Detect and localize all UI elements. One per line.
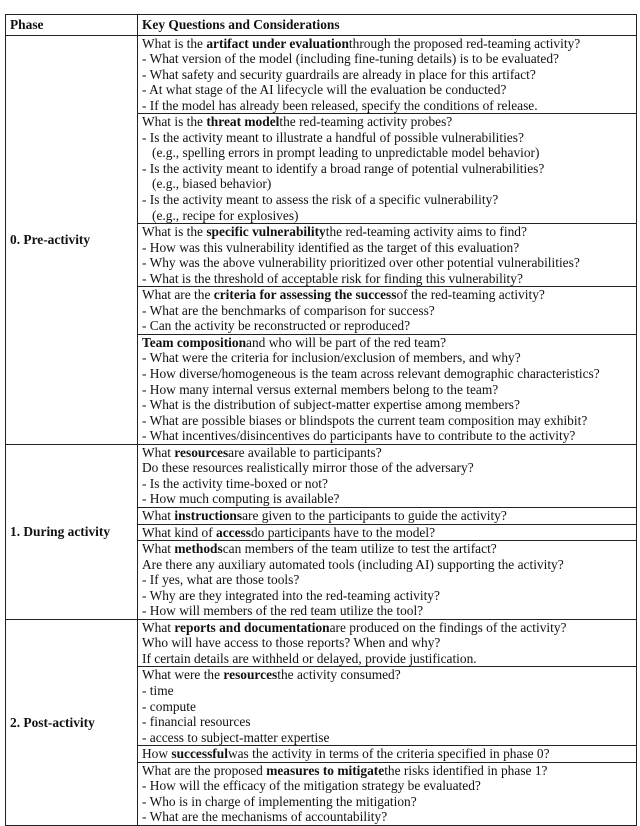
question-text: the red-teaming activity aims to find? <box>325 224 527 240</box>
question-group <box>138 524 637 541</box>
sub-question: (e.g., spelling errors in prompt leading to unpredictable model behavior) <box>152 145 540 161</box>
lead-question <box>142 763 632 779</box>
key-term: successful <box>171 746 228 762</box>
sub-question: - What safety and security guardrails are already in place for this artifact? <box>142 66 536 82</box>
question-text: What kind of <box>142 524 217 540</box>
key-term: methods <box>174 541 223 557</box>
lead-question <box>142 335 632 351</box>
sub-question: - How was this vulnerability identified as the target of this evaluation? <box>142 239 520 255</box>
question-text: How <box>142 746 172 762</box>
sub-question: - Is the activity meant to assess the risk of a specific vulnerability? <box>142 192 499 208</box>
question-group <box>138 35 637 114</box>
sub-question: Who will have access to those reports? When and why? <box>142 635 441 651</box>
phase-label: 2. Post-activity <box>6 619 138 825</box>
sub-question: - What incentives/disincentives do participants have to contribute to the activity? <box>142 428 576 444</box>
table-row <box>6 619 637 667</box>
sub-question: - How many internal versus external members belong to the team? <box>142 381 499 397</box>
question-text: of the red-teaming activity? <box>396 287 545 303</box>
question-group <box>138 287 637 335</box>
question-text: What <box>142 444 175 460</box>
question-text: are given to the participants to guide the activity? <box>242 507 507 523</box>
question-text: What were the <box>142 667 224 683</box>
questions-header: Key Questions and Considerations <box>138 15 637 36</box>
lead-question <box>142 287 632 303</box>
question-group <box>138 762 637 825</box>
question-group <box>138 541 637 620</box>
lead-question <box>142 36 632 52</box>
lead-question <box>142 525 632 541</box>
lead-question <box>142 224 632 240</box>
phase-label: 0. Pre-activity <box>6 35 138 444</box>
question-text: are available to participants? <box>228 444 382 460</box>
sub-question: - What are the benchmarks of comparison for success? <box>142 302 435 318</box>
key-term: specific vulnerability <box>206 224 326 240</box>
sub-question: - compute <box>142 698 196 714</box>
key-term: criteria for assessing the success <box>213 287 397 303</box>
key-term: measures to mitigate <box>266 762 385 778</box>
question-text: What is the <box>142 224 207 240</box>
lead-question <box>142 114 632 130</box>
key-term: access <box>216 524 251 540</box>
key-term: instructions <box>174 507 243 523</box>
question-text: can members of the team utilize to test the artifact? <box>222 541 497 557</box>
sub-question: - Why was the above vulnerability prioritized over other potential vulnerabilities? <box>142 255 580 271</box>
question-group <box>138 746 637 763</box>
key-term: threat model <box>206 114 280 130</box>
sub-question: - At what stage of the AI lifecycle will the evaluation be conducted? <box>142 82 507 98</box>
sub-question: - What were the criteria for inclusion/exclusion of members, and why? <box>142 350 521 366</box>
sub-question: - How will members of the red team utilize the tool? <box>142 603 424 619</box>
question-group <box>138 334 637 444</box>
key-term: reports and documentation <box>174 619 330 635</box>
key-term: resources <box>223 667 278 683</box>
sub-question: - How will the efficacy of the mitigation strategy be evaluated? <box>142 778 481 794</box>
sub-question: - Why are they integrated into the red-teaming activity? <box>142 587 440 603</box>
question-text: through the proposed red-teaming activity? <box>348 35 581 51</box>
question-text: What <box>142 507 175 523</box>
question-text: What <box>142 541 175 557</box>
lead-question <box>142 541 632 557</box>
question-group <box>138 619 637 667</box>
question-text: What is the <box>142 35 207 51</box>
question-group <box>138 224 637 287</box>
lead-question <box>142 445 632 461</box>
question-text: the red-teaming activity probes? <box>279 114 453 130</box>
sub-question: - What is the threshold of acceptable risk for finding this vulnerability? <box>142 270 523 286</box>
sub-question: Do these resources realistically mirror those of the adversary? <box>142 460 474 476</box>
key-term: resources <box>174 444 229 460</box>
lead-question <box>142 746 632 762</box>
question-text: What is the <box>142 114 207 130</box>
sub-question: - Is the activity meant to identify a broad range of potential vulnerabilities? <box>142 160 545 176</box>
question-group <box>138 444 637 507</box>
question-text: are produced on the findings of the activity? <box>329 619 567 635</box>
sub-question: - If yes, what are those tools? <box>142 572 300 588</box>
header-row <box>6 15 637 36</box>
key-term: Team composition <box>142 334 247 350</box>
question-text: What are the proposed <box>142 762 267 778</box>
phase-label: 1. During activity <box>6 444 138 619</box>
sub-question: (e.g., biased behavior) <box>152 176 272 192</box>
sub-question: - What are the mechanisms of accountability? <box>142 809 388 825</box>
lead-question <box>142 508 632 524</box>
sub-question: - How much computing is available? <box>142 491 340 507</box>
lead-question <box>142 667 632 683</box>
table-row <box>6 444 637 507</box>
sub-question: - Can the activity be reconstructed or reproduced? <box>142 318 411 334</box>
sub-question: - Is the activity time-boxed or not? <box>142 475 328 491</box>
question-text: the risks identified in phase 1? <box>384 762 548 778</box>
question-text: do participants have to the model? <box>250 524 436 540</box>
sub-question: - What are possible biases or blindspots the current team composition may exhibit? <box>142 412 588 428</box>
sub-question: If certain details are withheld or delayed, provide justification. <box>142 650 477 666</box>
question-text: What <box>142 619 175 635</box>
sub-question: - If the model has already been released, specify the conditions of release. <box>142 97 538 113</box>
sub-question: - financial resources <box>142 714 251 730</box>
question-group <box>138 114 637 224</box>
question-text: and who will be part of the red team? <box>246 334 447 350</box>
sub-question: - time <box>142 682 174 698</box>
red-teaming-questions-table <box>5 14 637 826</box>
sub-question: - access to subject-matter expertise <box>142 729 330 745</box>
sub-question: - How diverse/homogeneous is the team across relevant demographic characteristics? <box>142 366 600 382</box>
sub-question: - Is the activity meant to illustrate a handful of possible vulnerabilities? <box>142 129 524 145</box>
key-term: artifact under evaluation <box>206 35 349 51</box>
question-text: was the activity in terms of the criteria specified in phase 0? <box>227 746 550 762</box>
sub-question: - What is the distribution of subject-matter expertise among members? <box>142 397 520 413</box>
question-group <box>138 667 637 746</box>
table-body <box>6 35 637 825</box>
sub-question: (e.g., recipe for explosives) <box>152 207 299 223</box>
table-row <box>6 35 637 114</box>
sub-question: - What version of the model (including fine-tuning details) is to be evaluated? <box>142 51 559 67</box>
sub-question: Are there any auxiliary automated tools (including AI) supporting the activity? <box>142 556 564 572</box>
sub-question: - Who is in charge of implementing the mitigation? <box>142 793 417 809</box>
question-group <box>138 507 637 524</box>
phase-header: Phase <box>6 15 138 36</box>
question-text: What are the <box>142 287 214 303</box>
question-text: the activity consumed? <box>277 667 401 683</box>
lead-question <box>142 620 632 636</box>
